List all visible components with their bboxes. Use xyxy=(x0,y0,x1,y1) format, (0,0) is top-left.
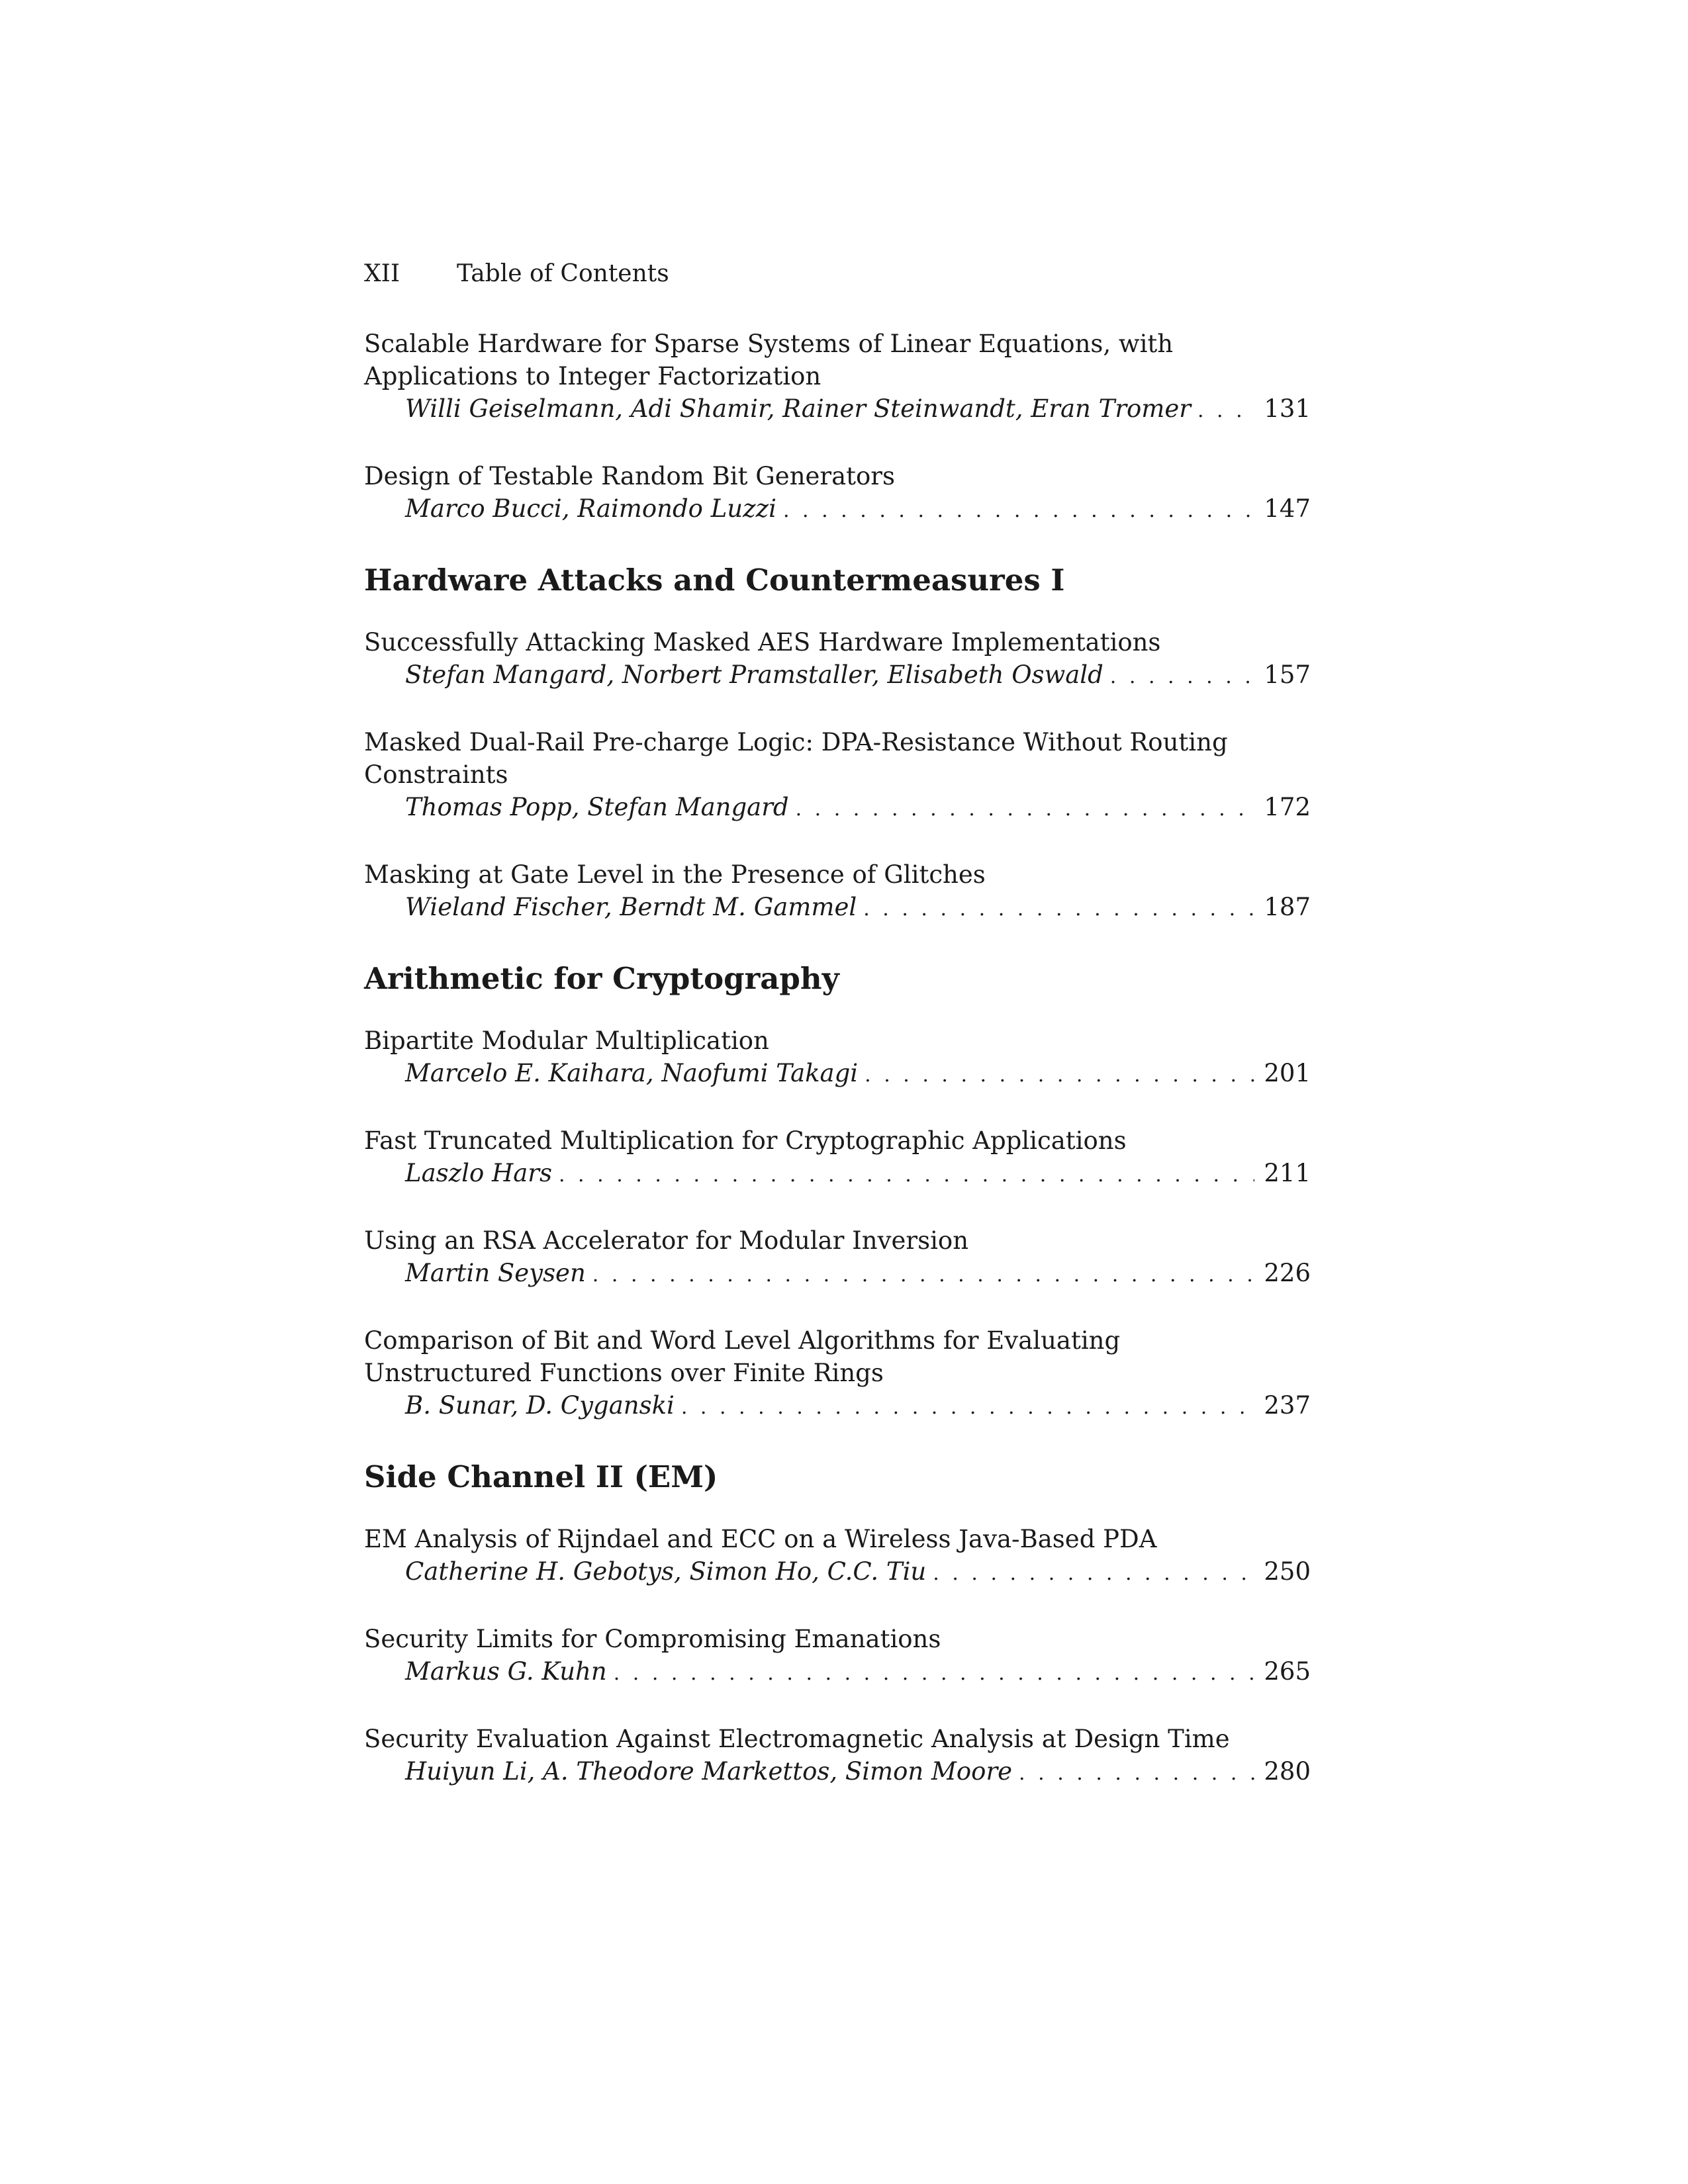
entry-page-number: 131 xyxy=(1264,394,1311,423)
dot-leaders xyxy=(796,793,1255,825)
entry-authors: Willi Geiselmann, Adi Shamir, Rainer Steinwandt, Eran Tromer xyxy=(405,394,1191,423)
entry-title: Scalable Hardware for Sparse Systems of Linear Equations, with xyxy=(364,330,1174,358)
entry-authors: Stefan Mangard, Norbert Pramstaller, Elisabeth Oswald xyxy=(405,660,1103,689)
toc-section xyxy=(364,960,1311,1424)
dot-leaders xyxy=(592,1259,1255,1291)
entry-title: Design of Testable Random Bit Generators xyxy=(364,462,895,490)
entry-title: Masked Dual-Rail Pre-charge Logic: DPA-Resistance Without Routing xyxy=(364,728,1228,756)
entry-authors-line xyxy=(364,1389,1311,1424)
entry-title: EM Analysis of Rijndael and ECC on a Wireless Java-Based PDA xyxy=(364,1525,1157,1553)
entry-title: Security Evaluation Against Electromagnetic Analysis at Design Time xyxy=(364,1725,1230,1753)
entry-authors-line xyxy=(364,1555,1311,1590)
toc-entry xyxy=(364,1024,1311,1091)
entry-page-number: 147 xyxy=(1264,494,1311,523)
entry-page-number: 157 xyxy=(1264,660,1311,689)
entry-page-number: 187 xyxy=(1264,893,1311,921)
entry-authors: Martin Seysen xyxy=(405,1259,586,1287)
toc-entry xyxy=(364,726,1311,825)
entry-title: Security Limits for Compromising Emanations xyxy=(364,1625,941,1653)
section-heading: Hardware Attacks and Countermeasures I xyxy=(364,563,1065,598)
toc-entry xyxy=(364,328,1311,427)
dot-leaders xyxy=(933,1557,1254,1590)
entry-authors: Markus G. Kuhn xyxy=(405,1657,607,1686)
toc-page xyxy=(364,255,1311,1823)
toc-entry xyxy=(364,1124,1311,1191)
dot-leaders xyxy=(863,893,1254,925)
entry-title: Bipartite Modular Multiplication xyxy=(364,1026,769,1055)
dot-leaders xyxy=(1019,1757,1254,1790)
entry-authors-line xyxy=(364,891,1311,925)
entry-authors-line xyxy=(364,492,1311,527)
dot-leaders xyxy=(1110,660,1255,693)
entry-title: Fast Truncated Multiplication for Cryptographic Applications xyxy=(364,1126,1127,1155)
entry-authors-line xyxy=(364,659,1311,693)
entry-authors-line xyxy=(364,1655,1311,1690)
toc-section xyxy=(364,328,1311,527)
toc-entry xyxy=(364,1723,1311,1790)
entry-page-number: 280 xyxy=(1264,1757,1311,1786)
running-head xyxy=(364,255,1311,293)
entry-title: Using an RSA Accelerator for Modular Inversion xyxy=(364,1226,969,1255)
entry-page-number: 201 xyxy=(1264,1059,1311,1087)
dot-leaders xyxy=(783,494,1254,527)
entry-authors-line xyxy=(364,791,1311,825)
entry-title: Masking at Gate Level in the Presence of Glitches xyxy=(364,860,986,889)
toc-section xyxy=(364,561,1311,925)
entry-authors-line xyxy=(364,1755,1311,1790)
toc-entry xyxy=(364,1224,1311,1291)
toc-sections xyxy=(364,328,1311,1790)
entry-page-number: 250 xyxy=(1264,1557,1311,1586)
entry-title: Successfully Attacking Masked AES Hardware Implementations xyxy=(364,628,1161,657)
entry-authors: Marcelo E. Kaihara, Naofumi Takagi xyxy=(405,1059,859,1087)
entry-page-number: 172 xyxy=(1264,793,1311,821)
toc-entry xyxy=(364,460,1311,527)
dot-leaders xyxy=(681,1391,1255,1424)
dot-leaders xyxy=(614,1657,1255,1690)
entry-authors: Wieland Fischer, Berndt M. Gammel xyxy=(405,893,857,921)
entry-page-number: 265 xyxy=(1264,1657,1311,1686)
entry-title: Comparison of Bit and Word Level Algorithms for Evaluating xyxy=(364,1326,1121,1355)
dot-leaders xyxy=(1197,394,1254,427)
entry-title: Applications to Integer Factorization xyxy=(364,362,821,390)
entry-title: Unstructured Functions over Finite Rings xyxy=(364,1359,884,1387)
entry-page-number: 211 xyxy=(1264,1159,1311,1187)
entry-authors: Thomas Popp, Stefan Mangard xyxy=(405,793,789,821)
toc-entry xyxy=(364,626,1311,693)
toc-entry xyxy=(364,1523,1311,1590)
entry-authors: Marco Bucci, Raimondo Luzzi xyxy=(405,494,776,523)
page-folio: XII xyxy=(364,260,400,287)
entry-authors: Catherine H. Gebotys, Simon Ho, C.C. Tiu xyxy=(405,1557,927,1586)
toc-entry xyxy=(364,1623,1311,1690)
entry-authors-line xyxy=(364,1157,1311,1191)
entry-authors: Huiyun Li, A. Theodore Markettos, Simon Moore xyxy=(405,1757,1013,1786)
entry-authors-line xyxy=(364,392,1311,427)
entry-page-number: 237 xyxy=(1264,1391,1311,1420)
entry-title: Constraints xyxy=(364,760,508,789)
dot-leaders xyxy=(865,1059,1254,1091)
toc-entry xyxy=(364,858,1311,925)
toc-section xyxy=(364,1458,1311,1790)
section-heading: Side Channel II (EM) xyxy=(364,1459,718,1494)
entry-authors: B. Sunar, D. Cyganski xyxy=(405,1391,675,1420)
running-head-title: Table of Contents xyxy=(457,260,669,287)
entry-authors-line xyxy=(364,1057,1311,1091)
entry-authors: Laszlo Hars xyxy=(405,1159,552,1187)
entry-page-number: 226 xyxy=(1264,1259,1311,1287)
dot-leaders xyxy=(559,1159,1254,1191)
entry-authors-line xyxy=(364,1257,1311,1291)
section-heading: Arithmetic for Cryptography xyxy=(364,961,839,996)
toc-entry xyxy=(364,1324,1311,1424)
